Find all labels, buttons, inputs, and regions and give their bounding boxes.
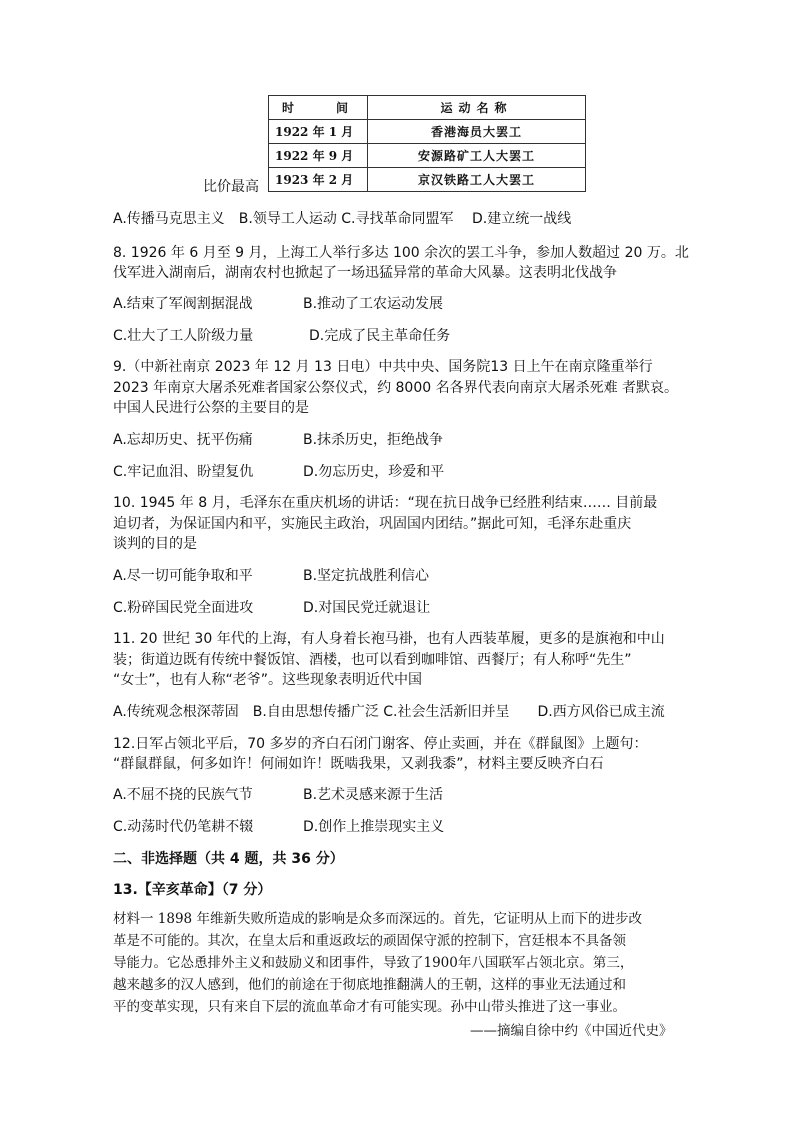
table-row [269,168,586,192]
q9-option-c: C.牢记血泪、盼望复仇 [113,464,254,480]
table-header-row [269,96,586,120]
q8-option-a: A.结束了军阀割据混战 [113,296,253,312]
material-line: 平的变革实现，只有来自下层的流血革命才有可能实现。孙中山带头推进了这一事业。 [113,999,626,1015]
q11-stem-line: 11. 20 世纪 30 年代的上海，有人身着长袍马褂，也有人西装革履，更多的是旗袍和中山 [113,631,665,647]
q12-option-c: C.动荡时代仍笔耕不辍 [113,819,254,835]
table-cell-name: 香港海员大罢工 [368,120,586,144]
q10-stem-line: 迫切者，为保证国内和平，实施民主政治，巩固国内团结。”据此可知，毛泽东赴重庆 [113,516,632,532]
q12-option-d: D.创作上推崇现实主义 [303,819,445,835]
q8-stem-line: 伐军进入湖南后，湖南农村也掀起了一场迅猛异常的革命大风暴。这表明北伐战争 [113,265,617,281]
q9-option-d: D.勿忘历史，珍爱和平 [303,464,445,480]
q8-option-d: D.完成了民主革命任务 [309,328,451,344]
material-line: 材料一 1898 年维新失败所造成的影响是众多而深远的。首先，它证明从上而下的进步改 [113,911,642,927]
q10-option-d: D.对国民党迁就退让 [303,600,431,616]
q9-stem-line: 2023 年南京大屠杀死难者国家公祭仪式，约 8000 名各界代表向南京大屠杀死难 者默哀。 [113,380,679,396]
movement-table [268,95,586,192]
q12-option-b: B.艺术灵感来源于生活 [303,787,444,803]
q7-options: A.传播马克思主义 B.领导工人运动 C.寻找革命同盟军 D.建立统一战线 [113,211,572,227]
material-source: ——摘编自徐中约《中国近代史》 [470,1023,673,1039]
q10-option-b: B.坚定抗战胜利信心 [303,568,430,584]
q12-stem-line: “群鼠群鼠，何多如许！何闹如许！既啮我果，又剥我黍”，材料主要反映齐白石 [113,756,604,772]
q10-stem-line: 10. 1945 年 8 月，毛泽东在重庆机场的讲话：“现在抗日战争已经胜利结束…… 目前最 [113,495,658,511]
q11-stem-line: 装；街道边既有传统中餐饭馆、酒楼，也可以看到咖啡馆、西餐厅；有人称呼“先生” [113,652,632,668]
q9-option-a: A.忘却历史、抚平伤痛 [113,432,253,448]
q10-option-a: A.尽一切可能争取和平 [113,568,253,584]
section-heading: 二、非选择题（共 4 题，共 36 分） [113,851,344,867]
table-cell-name: 安源路矿工人大罢工 [368,144,586,168]
table-header-name: 运动名称 [368,96,586,120]
q12-option-a: A.不屈不挠的民族气节 [113,787,253,803]
material-line: 革是不可能的。其次，在皇太后和重返政坛的顽固保守派的控制下，宫廷根本不具备领 [113,933,626,949]
material-line: 导能力。它怂恿排外主义和鼓励义和团事件，导致了1900年八国联军占领北京。第三， [113,955,634,971]
q13-title: 13.【辛亥革命】（7 分） [113,882,272,898]
table-row [269,144,586,168]
table-cell-time: 1923 年 2 月 [269,168,368,192]
table-cell-time: 1922 年 9 月 [269,144,368,168]
q9-option-b: B.抹杀历史，拒绝战争 [303,432,444,448]
material-line: 越来越多的汉人感到，他们的前途在于彻底地推翻满人的王朝，这样的事业无法通过和 [113,977,626,993]
q11-stem-line: “女士”，也有人称“老爷”。这些现象表明近代中国 [113,672,423,688]
q11-options: A.传统观念根深蒂固 B.自由思想传播广泛 C.社会生活新旧并呈 D.西方风俗已成主流 [113,704,665,720]
q12-stem-line: 12.日军占领北平后，70 多岁的齐白石闭门谢客、停止卖画，并在《群鼠图》上题句： [113,736,648,752]
table-cell-name: 京汉铁路工人大罢工 [368,168,586,192]
q10-option-c: C.粉碎国民党全面进攻 [113,600,254,616]
table-row [269,120,586,144]
table-header-time: 时 间 [269,96,368,120]
q10-stem-line: 谈判的目的是 [113,536,197,552]
q8-stem-line: 8. 1926 年 6 月至 9 月，上海工人举行多达 100 余次的罢工斗争，参加人数超过 20 万。北 [113,245,689,261]
table-cell-time: 1922 年 1 月 [269,120,368,144]
q8-option-c: C.壮大了工人阶级力量 [113,328,254,344]
q9-stem-line: 9.（中新社南京 2023 年 12 月 13 日电）中共中央、国务院13 日上午在南京隆重举行 [113,359,653,375]
q8-option-b: B.推动了工农运动发展 [303,296,444,312]
q9-stem-line: 中国人民进行公祭的主要目的是 [113,400,309,416]
table-caption: 比价最高 [203,179,259,195]
